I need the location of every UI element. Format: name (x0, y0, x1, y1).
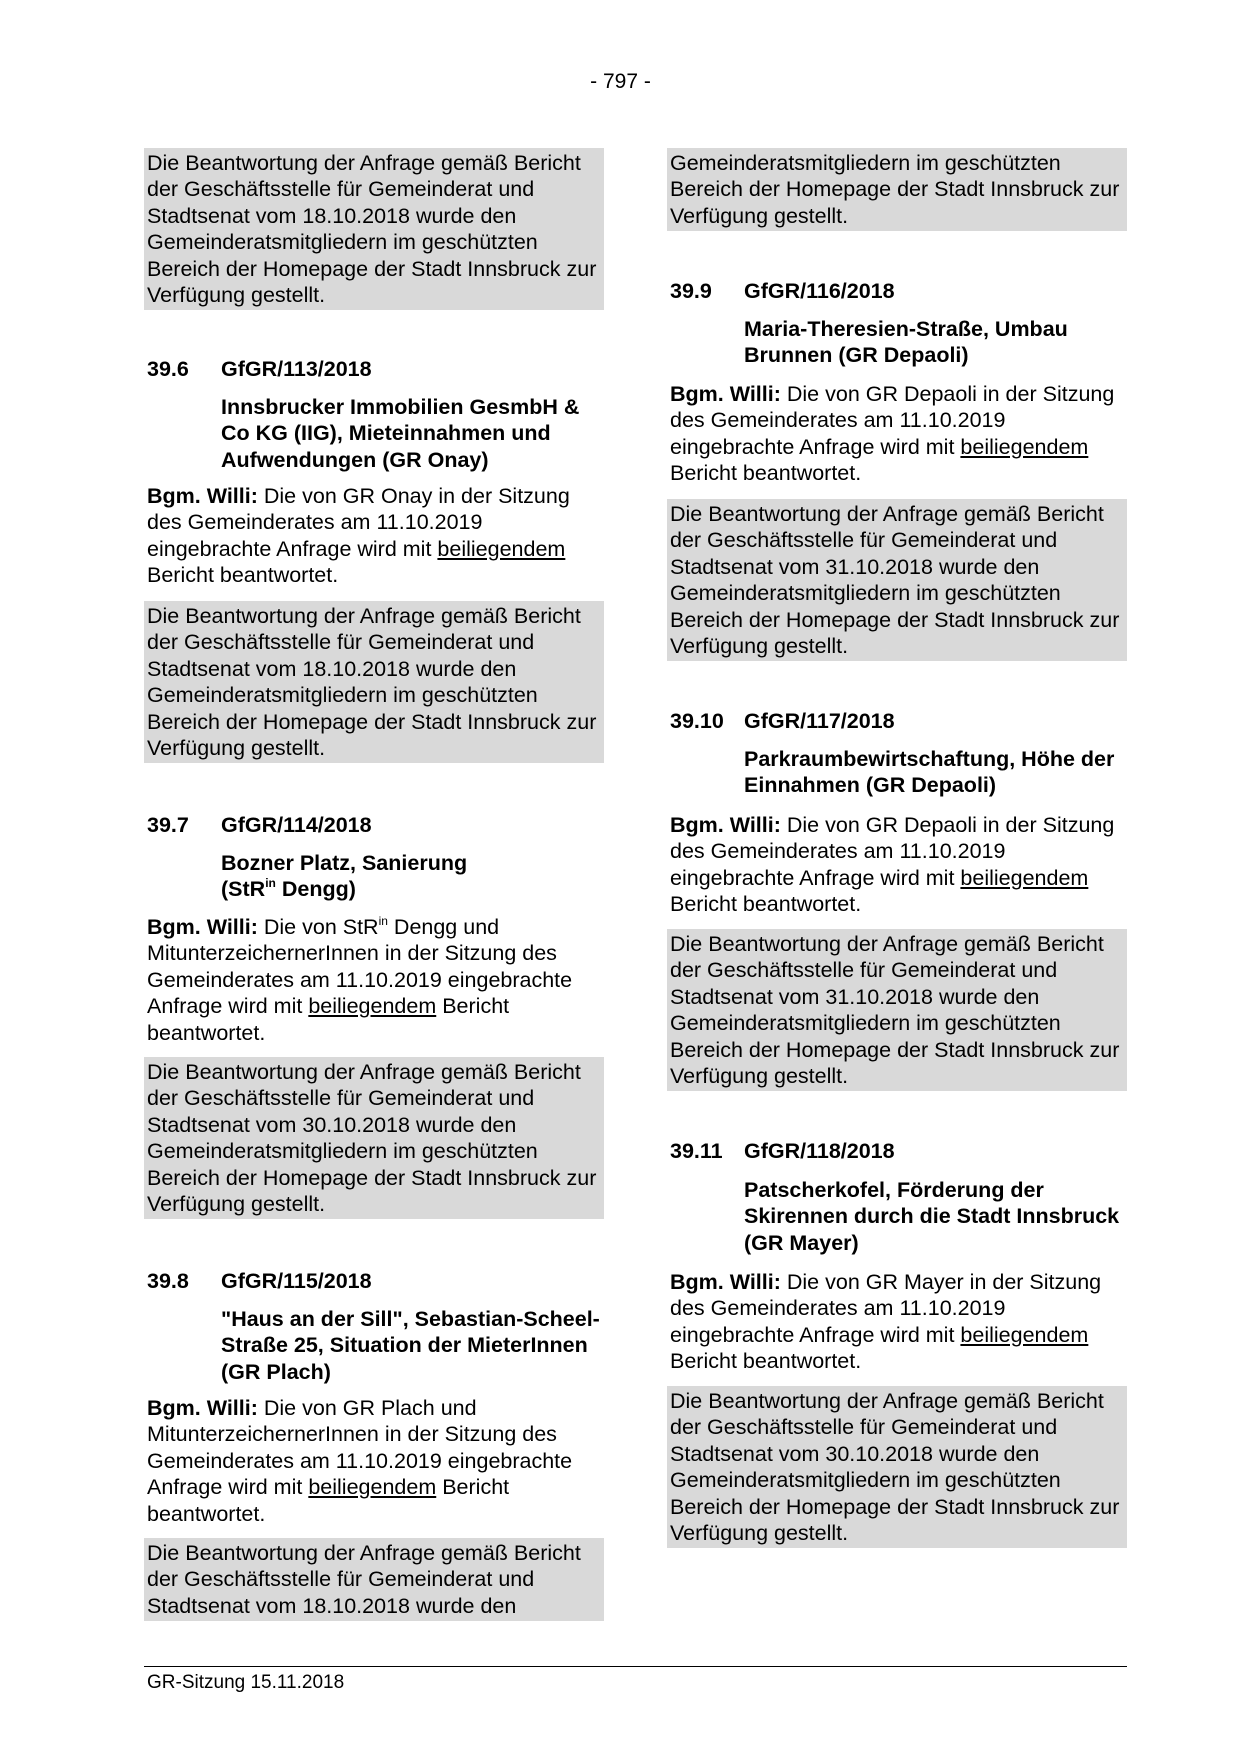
attachment-link[interactable]: beiliegendem (308, 1475, 437, 1500)
attachment-link[interactable]: beiliegendem (437, 536, 566, 561)
result-note: Die Beantwortung der Anfrage gemäß Bericht der Geschäftsstelle für Gemeinderat und Stadtsenat vom 30.10.2018 wurde den Gemeinderatsmitgliedern im geschützten Bereich der Homepage der Stadt Innsbruck zur Verfügung gestellt. (144, 1057, 604, 1219)
section-number: 39.6 (147, 357, 189, 381)
speaker-label: Bgm. Willi: (670, 382, 781, 406)
section-code: GfGR/118/2018 (744, 1139, 895, 1163)
speaker-label: Bgm. Willi: (147, 1396, 258, 1420)
answer-paragraph: Bgm. Willi: Die von GR Depaoli in der Sitzung des Gemeinderates am 11.10.2019 eingebrachte Anfrage wird mit beiliegendem Bericht beantwortet. (670, 382, 1115, 486)
answer-paragraph: Bgm. Willi: Die von GR Onay in der Sitzung des Gemeinderates am 11.10.2019 eingebrachte Anfrage wird mit beiliegendem Bericht beantwortet. (147, 484, 570, 588)
section-number: 39.11 (670, 1139, 723, 1163)
attachment-link[interactable]: beiliegendem (960, 865, 1089, 890)
section-title: Bozner Platz, Sanierung (StR$^{in}$ Dengg) (221, 851, 468, 902)
section-code: GfGR/115/2018 (221, 1269, 372, 1293)
result-note: Die Beantwortung der Anfrage gemäß Bericht der Geschäftsstelle für Gemeinderat und Stadtsenat vom 18.10.2018 wurde den Gemeinderatsmitgliedern im geschützten Bereich der Homepage der Stadt Innsbruck zur Verfügung gestellt. (144, 148, 604, 310)
section-title: Innsbrucker Immobilien GesmbH & Co KG (IIG), Mieteinnahmen und Aufwendungen (GR Onay) (221, 395, 580, 472)
section-title: "Haus an der Sill", Sebastian-Scheel-Straße 25, Situation der MieterInnen (GR Plach) (221, 1307, 600, 1384)
footer-text: GR-Sitzung 15.11.2018 (147, 1672, 345, 1693)
speaker-label: Bgm. Willi: (670, 1270, 781, 1294)
section-number: 39.7 (147, 813, 189, 837)
result-note: Die Beantwortung der Anfrage gemäß Bericht der Geschäftsstelle für Gemeinderat und Stadtsenat vom 30.10.2018 wurde den Gemeinderatsmitgliedern im geschützten Bereich der Homepage der Stadt Innsbruck zur Verfügung gestellt. (667, 1386, 1127, 1548)
result-note: Die Beantwortung der Anfrage gemäß Bericht der Geschäftsstelle für Gemeinderat und Stadtsenat vom 31.10.2018 wurde den Gemeinderatsmitgliedern im geschützten Bereich der Homepage der Stadt Innsbruck zur Verfügung gestellt. (667, 499, 1127, 661)
attachment-link[interactable]: beiliegendem (960, 1322, 1089, 1347)
answer-paragraph: Bgm. Willi: Die von StR$^{in}$ Dengg und MitunterzeichernerInnen in der Sitzung des Gemeinderates am 11.10.2019 eingebrachte Anfrage wird mit beiliegendem Bericht beantwortet. (147, 914, 573, 1045)
section-number: 39.9 (670, 279, 712, 303)
answer-paragraph: Bgm. Willi: Die von GR Depaoli in der Sitzung des Gemeinderates am 11.10.2019 eingebrachte Anfrage wird mit beiliegendem Bericht beantwortet. (670, 813, 1115, 917)
section-number: 39.8 (147, 1269, 189, 1293)
result-note: Gemeinderatsmitgliedern im geschützten Bereich der Homepage der Stadt Innsbruck zur Verfügung gestellt. (667, 148, 1127, 231)
section-code: GfGR/117/2018 (744, 709, 895, 733)
attachment-link[interactable]: beiliegendem (308, 994, 437, 1019)
speaker-label: Bgm. Willi: (670, 813, 781, 837)
section-code: GfGR/116/2018 (744, 279, 895, 303)
answer-paragraph: Bgm. Willi: Die von GR Mayer in der Sitzung des Gemeinderates am 11.10.2019 eingebrachte Anfrage wird mit beiliegendem Bericht beantwortet. (670, 1270, 1102, 1374)
speaker-label: Bgm. Willi: (147, 484, 258, 508)
result-note: Die Beantwortung der Anfrage gemäß Bericht der Geschäftsstelle für Gemeinderat und Stadtsenat vom 18.10.2018 wurde den Gemeinderatsmitgliedern im geschützten Bereich der Homepage der Stadt Innsbruck zur Verfügung gestellt. (144, 601, 604, 763)
speaker-label: Bgm. Willi: (147, 915, 258, 939)
footer-divider (144, 1666, 1127, 1667)
attachment-link[interactable]: beiliegendem (960, 434, 1089, 459)
section-code: GfGR/113/2018 (221, 357, 372, 381)
result-note: Die Beantwortung der Anfrage gemäß Bericht der Geschäftsstelle für Gemeinderat und Stadtsenat vom 18.10.2018 wurde den (144, 1538, 604, 1621)
section-title: Maria-Theresien-Straße, Umbau Brunnen (GR Depaoli) (744, 317, 1068, 368)
section-code: GfGR/114/2018 (221, 813, 372, 837)
page-number: - 797 - (590, 70, 651, 93)
section-number: 39.10 (670, 709, 724, 733)
section-title: Parkraumbewirtschaftung, Höhe der Einnahmen (GR Depaoli) (744, 747, 1115, 798)
answer-paragraph: Bgm. Willi: Die von GR Plach und MitunterzeichernerInnen in der Sitzung des Gemeinderates am 11.10.2019 eingebrachte Anfrage wird mit beiliegendem Bericht beantwortet. (147, 1396, 573, 1526)
section-title: Patscherkofel, Förderung der Skirennen durch die Stadt Innsbruck (GR Mayer) (744, 1178, 1120, 1255)
result-note: Die Beantwortung der Anfrage gemäß Bericht der Geschäftsstelle für Gemeinderat und Stadtsenat vom 31.10.2018 wurde den Gemeinderatsmitgliedern im geschützten Bereich der Homepage der Stadt Innsbruck zur Verfügung gestellt. (667, 929, 1127, 1091)
